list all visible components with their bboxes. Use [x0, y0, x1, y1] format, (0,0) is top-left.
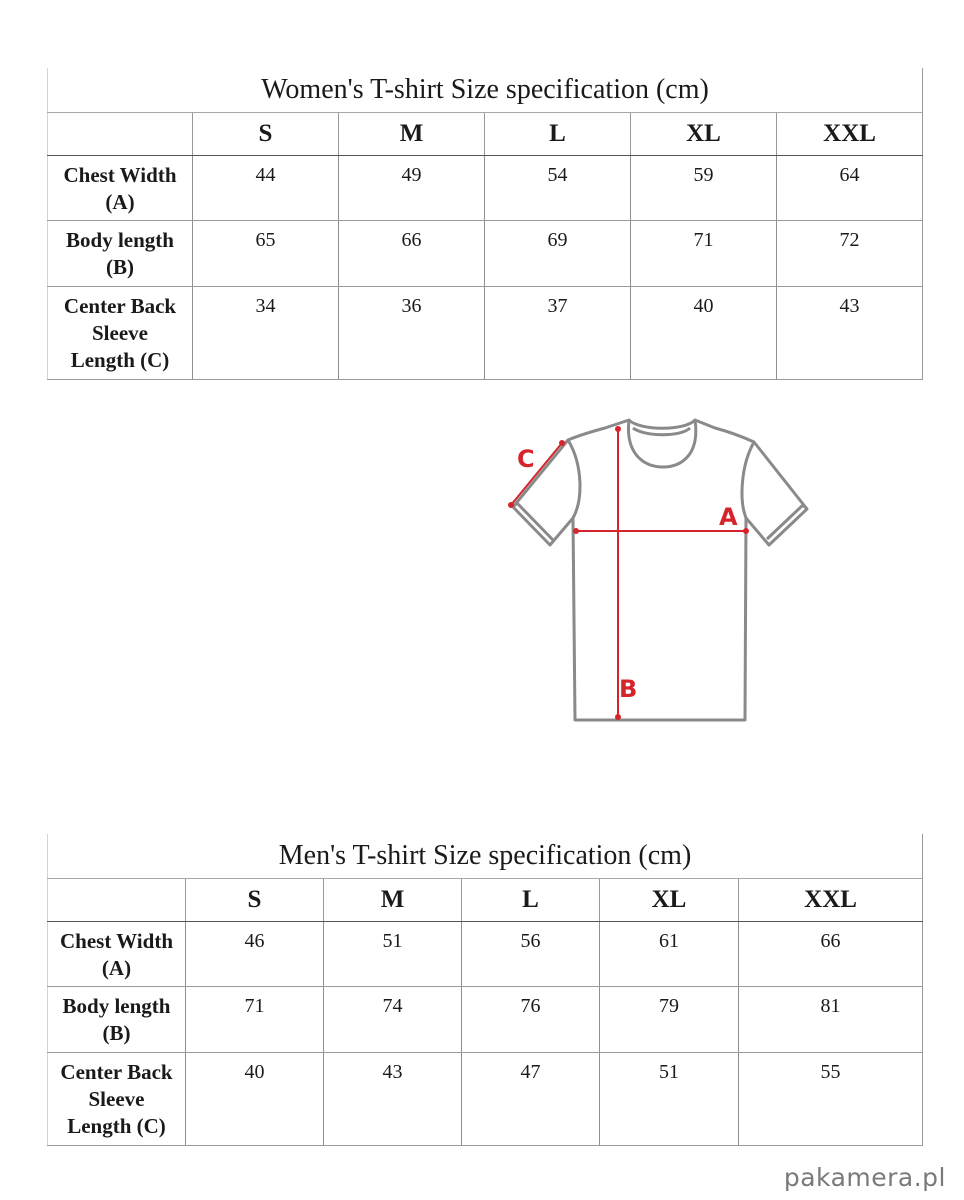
table-cell: 79 [600, 987, 739, 1053]
table-cell: 51 [600, 1053, 739, 1146]
table-cell: 64 [777, 156, 923, 221]
men-size-xxl: XXL [739, 879, 923, 922]
table-cell: 65 [193, 221, 339, 287]
label-b: B [619, 675, 638, 703]
table-cell: 46 [186, 922, 324, 987]
table-cell: 81 [739, 987, 923, 1053]
tshirt-measurement-diagram [495, 405, 825, 735]
label-line: Chest Width [59, 929, 173, 953]
table-cell: 43 [777, 287, 923, 380]
men-size-s: S [186, 879, 324, 922]
table-cell: 71 [631, 221, 777, 287]
table-cell: 40 [186, 1053, 324, 1146]
women-size-table [47, 68, 923, 380]
table-cell: 61 [600, 922, 739, 987]
table-cell: 51 [324, 922, 462, 987]
table-cell: 37 [485, 287, 631, 380]
label-line: Sleeve [88, 1087, 145, 1111]
men-row-sleeve-length [48, 1053, 923, 1146]
men-header-blank [48, 879, 186, 922]
women-size-xxl: XXL [777, 113, 923, 156]
women-size-header-row [48, 113, 923, 156]
table-cell: 34 [193, 287, 339, 380]
men-size-m: M [324, 879, 462, 922]
women-size-m: M [339, 113, 485, 156]
label-c: C [517, 445, 535, 473]
table-cell: 66 [339, 221, 485, 287]
label-line: Center Back [60, 1060, 173, 1084]
men-row-chest-width [48, 922, 923, 987]
men-row-label [48, 922, 186, 987]
table-cell: 55 [739, 1053, 923, 1146]
measure-dot [744, 529, 748, 533]
table-cell: 43 [324, 1053, 462, 1146]
women-row-body-length [48, 221, 923, 287]
men-row-label [48, 1053, 186, 1146]
men-size-xl: XL [600, 879, 739, 922]
table-cell: 66 [739, 922, 923, 987]
men-table-title: Men's T-shirt Size specification (cm) [48, 834, 923, 879]
table-cell: 69 [485, 221, 631, 287]
women-size-s: S [193, 113, 339, 156]
measure-dot [616, 427, 620, 431]
women-table-title: Women's T-shirt Size specification (cm) [48, 68, 923, 113]
table-cell: 44 [193, 156, 339, 221]
measure-dot [616, 715, 620, 719]
table-cell: 36 [339, 287, 485, 380]
table-cell: 74 [324, 987, 462, 1053]
women-row-chest-width [48, 156, 923, 221]
label-line: Sleeve [92, 321, 148, 345]
measure-dot [574, 529, 578, 533]
men-row-label [48, 987, 186, 1053]
men-row-body-length [48, 987, 923, 1053]
women-size-l: L [485, 113, 631, 156]
label-line: (B) [106, 255, 134, 279]
men-size-table [47, 834, 923, 1146]
label-line: Length (C) [67, 1114, 166, 1138]
women-row-label [48, 287, 193, 380]
measure-dot [560, 441, 564, 445]
measure-dot [509, 503, 513, 507]
label-line: Body length [66, 228, 174, 252]
table-cell: 49 [339, 156, 485, 221]
table-cell: 71 [186, 987, 324, 1053]
table-cell: 54 [485, 156, 631, 221]
table-cell: 76 [462, 987, 600, 1053]
label-line: Chest Width [63, 163, 177, 187]
tshirt-outline [513, 420, 807, 720]
women-header-blank [48, 113, 193, 156]
table-cell: 72 [777, 221, 923, 287]
label-line: (A) [101, 956, 132, 980]
women-row-sleeve-length [48, 287, 923, 380]
table-cell: 40 [631, 287, 777, 380]
women-row-label [48, 221, 193, 287]
measurement-labels [517, 445, 738, 703]
men-size-header-row [48, 879, 923, 922]
women-size-xl: XL [631, 113, 777, 156]
table-cell: 56 [462, 922, 600, 987]
label-line: (A) [105, 190, 135, 214]
label-line: (B) [102, 1021, 131, 1045]
label-line: Body length [62, 994, 171, 1018]
men-size-l: L [462, 879, 600, 922]
pakamera-watermark: pakamera.pl [783, 1163, 946, 1192]
women-row-label [48, 156, 193, 221]
label-a: A [719, 503, 738, 531]
label-line: Center Back [63, 294, 177, 318]
table-cell: 59 [631, 156, 777, 221]
table-cell: 47 [462, 1053, 600, 1146]
label-line: Length (C) [70, 348, 170, 372]
